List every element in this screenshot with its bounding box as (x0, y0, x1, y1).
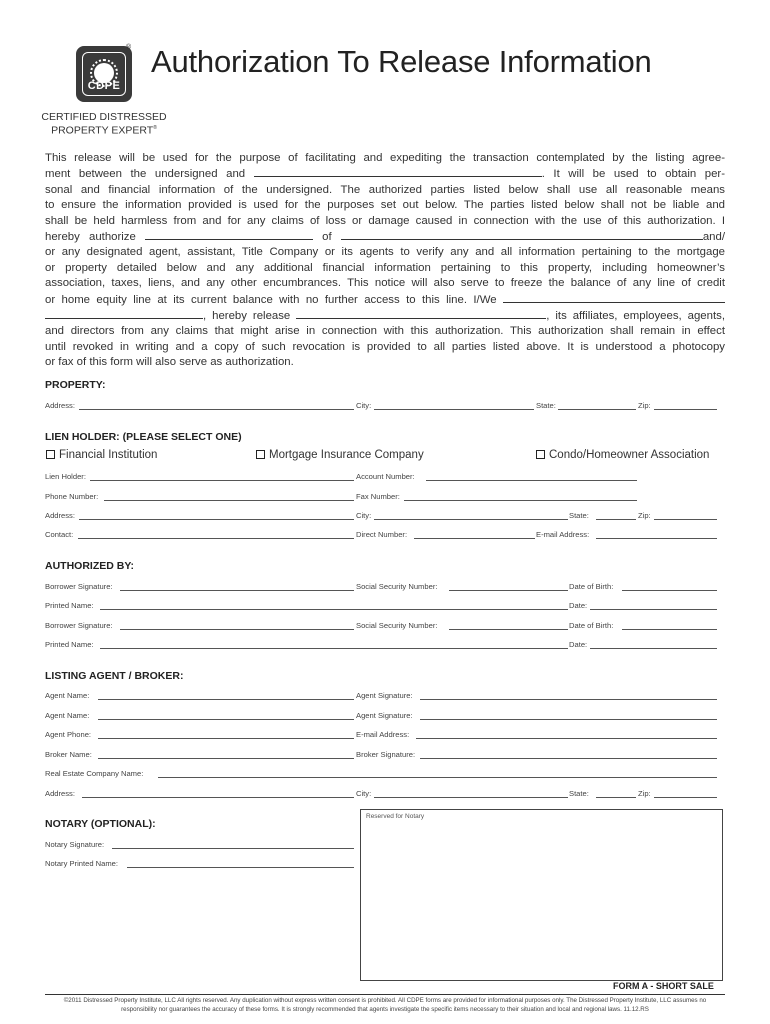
option-label: Financial Institution (59, 449, 158, 461)
agent-email-label: E-mail Address: (356, 730, 410, 739)
option-condo-hoa[interactable] (536, 449, 709, 461)
logo-text: CDPE (87, 80, 121, 92)
authorized-by-heading: AUTHORIZED BY: (45, 560, 135, 572)
date-label-2: Date: (569, 640, 588, 649)
releasing-party-field-2[interactable] (45, 308, 203, 319)
account-number-label: Account Number: (356, 472, 415, 481)
printed-name-label-2: Printed Name: (45, 640, 94, 649)
footer-divider (45, 994, 725, 995)
para-text: ment between the undersigned and (45, 168, 246, 181)
date-field-2[interactable] (590, 648, 717, 649)
cdpe-logo (76, 46, 132, 102)
agent-signature-field[interactable] (420, 699, 717, 700)
para-line: This release will be used for the purpose of facilitating and expediting the transaction contemplated by the listing agree- (45, 152, 725, 164)
notary-signature-label: Notary Signature: (45, 840, 105, 849)
contact-field[interactable] (78, 538, 354, 539)
option-label: Mortgage Insurance Company (269, 449, 424, 461)
agent-signature-field-2[interactable] (420, 719, 717, 720)
printed-name-field[interactable] (100, 609, 568, 610)
dob-label: Date of Birth: (569, 582, 614, 591)
para-text: and/ (702, 231, 725, 244)
option-mortgage-insurance[interactable] (256, 449, 424, 461)
agent-zip-field[interactable] (654, 797, 717, 798)
agent-state-label: State: (569, 789, 589, 798)
releasing-party-field[interactable] (503, 292, 725, 303)
fax-number-label: Fax Number: (356, 492, 400, 501)
borrower-signature-field-2[interactable] (120, 629, 354, 630)
agent-city-field[interactable] (374, 797, 568, 798)
lien-email-label: E-mail Address: (536, 530, 590, 539)
broker-name-label: Broker Name: (45, 750, 92, 759)
company-name-label: Real Estate Company Name: (45, 769, 144, 778)
para-line (45, 229, 725, 245)
broker-signature-label: Broker Signature: (356, 750, 416, 759)
para-text: , hereby release (203, 310, 291, 323)
account-number-field[interactable] (426, 480, 637, 481)
para-line: until revoked in writing and a copy of such revocation is provided to all parties listed above. It is understood a photocopy (45, 340, 725, 353)
para-line: or property detailed below and any additional financial information pertaining to this property, including homeowner’s (45, 261, 725, 274)
agent-city-label: City: (356, 789, 372, 798)
ssn-field[interactable] (449, 590, 568, 591)
page-title: Authorization To Release Information (151, 44, 652, 79)
property-zip-label: Zip: (638, 401, 651, 410)
lien-city-field[interactable] (374, 519, 568, 520)
direct-number-label: Direct Number: (356, 530, 408, 539)
lien-address-label: Address: (45, 511, 75, 520)
dob-field[interactable] (622, 590, 717, 591)
phone-number-field[interactable] (104, 500, 354, 501)
lien-holder-field[interactable] (90, 480, 354, 481)
property-address-label: Address: (45, 401, 75, 410)
notary-reserved-label: Reserved for Notary (366, 813, 425, 820)
para-line: to ensure the information provided is used for the purposes set out below. The parties listed below shall not be liable and (45, 199, 725, 212)
direct-number-field[interactable] (414, 538, 535, 539)
agent-name-label-2: Agent Name: (45, 711, 90, 720)
released-party-field[interactable] (296, 308, 546, 319)
checkbox[interactable] (536, 450, 545, 459)
property-address-field[interactable] (79, 409, 354, 410)
lien-holder-label: Lien Holder: (45, 472, 86, 481)
agent-address-field[interactable] (82, 797, 354, 798)
borrower-signature-label: Borrower Signature: (45, 582, 113, 591)
para-line (45, 308, 725, 324)
notary-printed-name-field[interactable] (127, 867, 354, 868)
footer-disclaimer (45, 996, 725, 1014)
para-line: or any designated agent, assistant, Title Company or its agents to verify any and all information pertaining to the mortgage (45, 246, 725, 259)
authorized-party-field[interactable] (145, 229, 313, 240)
agent-email-field[interactable] (416, 738, 717, 739)
footer-line-1: ©2011 Distressed Property Institute, LLC All rights reserved. Any duplication without express written consent is prohibited. All CDPE forms are provided for informational purposes only. The Distressed Property Institute, LLC assumes no (63, 997, 707, 1004)
broker-name-field[interactable] (98, 758, 354, 759)
cert-registered-mark: ® (153, 125, 157, 131)
para-line: or fax of this form will also serve as authorization. (45, 356, 294, 369)
para-line: association, taxes, liens, and any other encumbrances. This notice will also serve to freeze the balance of any line of credit (45, 277, 725, 290)
agent-name-field-2[interactable] (98, 719, 354, 720)
agent-address-label: Address: (45, 789, 75, 798)
company-name-field[interactable] (158, 777, 717, 778)
undersigned-party-field[interactable] (254, 166, 542, 177)
lien-email-field[interactable] (596, 538, 717, 539)
ssn-label: Social Security Number: (356, 582, 438, 591)
cert-line-2-text: PROPERTY EXPERT (51, 124, 154, 137)
notary-printed-name-label: Notary Printed Name: (45, 859, 119, 868)
cert-line-2 (40, 123, 168, 137)
form-label: FORM A - SHORT SALE (613, 981, 714, 991)
option-label: Condo/Homeowner Association (549, 449, 710, 461)
logo-registered-mark: ® (126, 44, 132, 51)
property-state-field[interactable] (558, 409, 636, 410)
para-line: sonal and financial information of the undersigned. The authorized parties listed below shall use all reasonable means (45, 183, 725, 196)
agent-name-label: Agent Name: (45, 691, 90, 700)
contact-label: Contact: (45, 530, 74, 539)
printed-name-label: Printed Name: (45, 601, 94, 610)
checkbox[interactable] (46, 450, 55, 459)
logo-frame (82, 52, 126, 96)
property-city-label: City: (356, 401, 372, 410)
dob-label-2: Date of Birth: (569, 621, 614, 630)
footer-line-2: responsibility nor guarantees the accuracy of these forms. It is strongly recommended that agents investigate the specific items necessary to their situation and local and regional laws. 11.12.RS (121, 1006, 649, 1013)
date-field[interactable] (590, 609, 717, 610)
para-text: , its affiliates, employees, agents, (546, 310, 726, 323)
printed-name-field-2[interactable] (100, 648, 568, 649)
agent-signature-label-2: Agent Signature: (356, 711, 413, 720)
lien-state-field[interactable] (596, 519, 636, 520)
para-text: . It will be used to obtain per- (541, 168, 725, 181)
para-line (45, 292, 725, 308)
agent-zip-label: Zip: (638, 789, 651, 798)
date-label: Date: (569, 601, 588, 610)
notary-signature-field[interactable] (112, 848, 354, 849)
lien-zip-field[interactable] (654, 519, 717, 520)
para-text: hereby authorize (45, 231, 136, 244)
checkbox[interactable] (256, 450, 265, 459)
authorized-company-field[interactable] (341, 229, 703, 240)
agent-state-field[interactable] (596, 797, 636, 798)
dob-field-2[interactable] (622, 629, 717, 630)
notary-heading: NOTARY (OPTIONAL): (45, 818, 156, 830)
ssn-field-2[interactable] (449, 629, 568, 630)
lien-address-field[interactable] (79, 519, 354, 520)
option-financial-institution[interactable] (46, 449, 157, 461)
lien-state-label: State: (569, 511, 589, 520)
fax-number-field[interactable] (404, 500, 637, 501)
lien-city-label: City: (356, 511, 372, 520)
borrower-signature-label-2: Borrower Signature: (45, 621, 113, 630)
release-paragraph (45, 151, 725, 371)
para-line (45, 166, 725, 182)
borrower-signature-field[interactable] (120, 590, 354, 591)
certified-label (40, 112, 168, 137)
lien-holder-heading: LIEN HOLDER: (PLEASE SELECT ONE) (45, 431, 242, 443)
cert-line-1: CERTIFIED DISTRESSED (41, 111, 167, 123)
lien-zip-label: Zip: (638, 511, 651, 520)
para-text: of (322, 231, 332, 244)
para-line: and directors from any claims that might arise in connection with this authorization. This authorization shall remain in effect (45, 325, 725, 338)
agent-signature-label: Agent Signature: (356, 691, 413, 700)
property-zip-field[interactable] (654, 409, 717, 410)
agent-phone-label: Agent Phone: (45, 730, 92, 739)
ssn-label-2: Social Security Number: (356, 621, 438, 630)
property-heading: PROPERTY: (45, 379, 106, 391)
agent-name-field[interactable] (98, 699, 354, 700)
broker-signature-field[interactable] (420, 758, 717, 759)
property-state-label: State: (536, 401, 556, 410)
para-text: or home equity line at its current balance with no further access to this line. I/We (45, 293, 497, 306)
listing-agent-heading: LISTING AGENT / BROKER: (45, 670, 184, 682)
para-line: shall be held harmless from and for any claims of loss or damage caused in connection with the use of this authorization. I (45, 214, 725, 227)
notary-reserved-box (360, 809, 723, 981)
phone-number-label: Phone Number: (45, 492, 99, 501)
property-city-field[interactable] (374, 409, 534, 410)
agent-phone-field[interactable] (98, 738, 354, 739)
